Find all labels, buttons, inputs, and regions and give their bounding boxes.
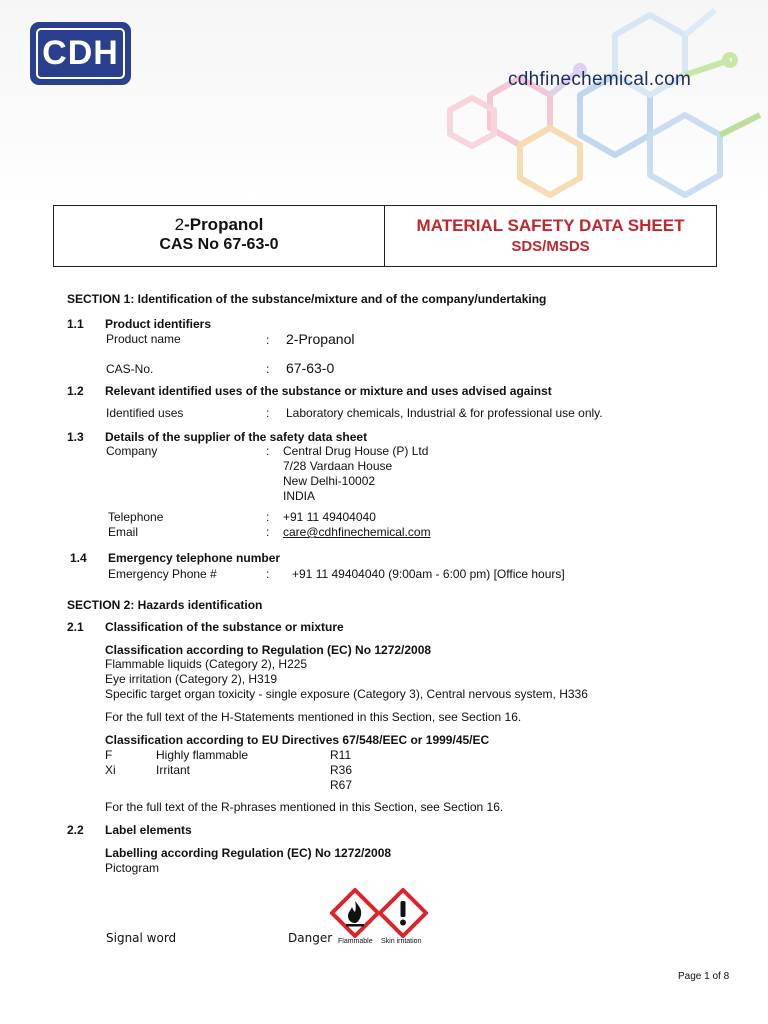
uses-label: Identified uses (106, 406, 184, 420)
cas-label: CAS-No. (106, 362, 154, 376)
colon: : (266, 333, 270, 347)
title-doc-cell (385, 206, 716, 266)
s12-title: Relevant identified uses of the substance or mixture and uses advised against (105, 384, 552, 398)
eu-desc: Irritant (156, 763, 191, 777)
molecule-graphic (430, 0, 768, 200)
s14-number: 1.4 (70, 551, 87, 565)
eu-r-phrase: R11 (330, 748, 352, 762)
s13-number: 1.3 (67, 430, 84, 444)
s21-title: Classification of the substance or mixture (105, 620, 344, 634)
r-phrase-note: For the full text of the R-phrases mentioned in this Section, see Section 16. (105, 800, 504, 814)
eu-desc: Highly flammable (156, 748, 249, 762)
cdh-logo (30, 22, 131, 85)
s22-title: Label elements (105, 823, 192, 837)
company-line: Central Drug House (P) Ltd (283, 444, 429, 458)
eu-code: F (105, 748, 113, 762)
eu-code: Xi (105, 763, 116, 777)
email-link[interactable]: care@cdhfinechemical.com (283, 525, 431, 539)
eu-title: Classification according to EU Directives 67/548/EEC or 1999/45/EC (105, 733, 490, 747)
company-line: 7/28 Vardaan House (283, 459, 393, 473)
section2-heading: SECTION 2: Hazards identification (67, 598, 263, 612)
exclamation-icon (378, 888, 428, 938)
product-title (54, 215, 384, 235)
clp-line: Specific target organ toxicity - single exposure (Category 3), Central nervous system, H336 (105, 687, 588, 701)
s13-title: Details of the supplier of the safety data sheet (105, 430, 368, 444)
cas-title: CAS No 67-63-0 (159, 236, 279, 253)
pictogram-caption: Flammable (338, 938, 373, 945)
emergency-label: Emergency Phone # (108, 567, 217, 581)
colon: : (266, 406, 270, 420)
s22-number: 2.2 (67, 823, 84, 837)
clp-line: Flammable liquids (Category 2), H225 (105, 657, 308, 671)
product-name-value: 2-Propanol (286, 331, 355, 347)
section1-heading: SECTION 1: Identification of the substance/mixture and of the company/undertaking (67, 292, 547, 306)
colon: : (266, 525, 270, 539)
telephone-label: Telephone (108, 510, 164, 524)
s14-title: Emergency telephone number (108, 551, 281, 565)
eu-r-phrase: R67 (330, 778, 353, 792)
signal-word-value: Danger (288, 931, 333, 945)
eu-r-phrase: R36 (330, 763, 353, 777)
clp-line: Eye irritation (Category 2), H319 (105, 672, 278, 686)
s11-title: Product identifiers (105, 317, 212, 331)
product-title-prefix: 2 (174, 215, 185, 234)
flame-icon (330, 888, 380, 938)
pictogram-caption: Skin irritation (381, 938, 422, 945)
s12-number: 1.2 (67, 384, 84, 398)
labelling-title: Labelling according Regulation (EC) No 1272/2008 (105, 846, 392, 860)
colon: : (266, 362, 270, 376)
doc-title: MATERIAL SAFETY DATA SHEET (416, 216, 685, 235)
colon: : (266, 444, 270, 458)
cas-value: 67-63-0 (286, 360, 335, 376)
doc-subtitle: SDS/MSDS (511, 238, 590, 255)
email-label: Email (108, 525, 139, 539)
company-line: INDIA (283, 489, 316, 503)
logo-text: CDH (36, 28, 125, 79)
company-label: Company (106, 444, 158, 458)
product-title-name: -Propanol (184, 215, 264, 234)
colon: : (266, 567, 270, 581)
title-product-cell (54, 206, 385, 266)
title-box (53, 205, 717, 267)
website-url: cdhfinechemical.com (508, 69, 692, 90)
colon: : (266, 510, 270, 524)
page-number: Page 1 of 8 (678, 971, 730, 982)
signal-word-label: Signal word (106, 931, 177, 945)
emergency-value: +91 11 49404040 (9:00am - 6:00 pm) [Office hours] (292, 567, 565, 581)
clp-title: Classification according to Regulation (EC) No 1272/2008 (105, 643, 432, 657)
product-name-label: Product name (106, 332, 181, 346)
s21-number: 2.1 (67, 620, 84, 634)
s11-number: 1.1 (67, 317, 84, 331)
uses-value: Laboratory chemicals, Industrial & for professional use only. (286, 406, 603, 420)
h-statement-note: For the full text of the H-Statements mentioned in this Section, see Section 16. (105, 710, 522, 724)
pictogram-label: Pictogram (105, 861, 160, 875)
telephone-value: +91 11 49404040 (283, 510, 376, 524)
company-line: New Delhi-10002 (283, 474, 376, 488)
